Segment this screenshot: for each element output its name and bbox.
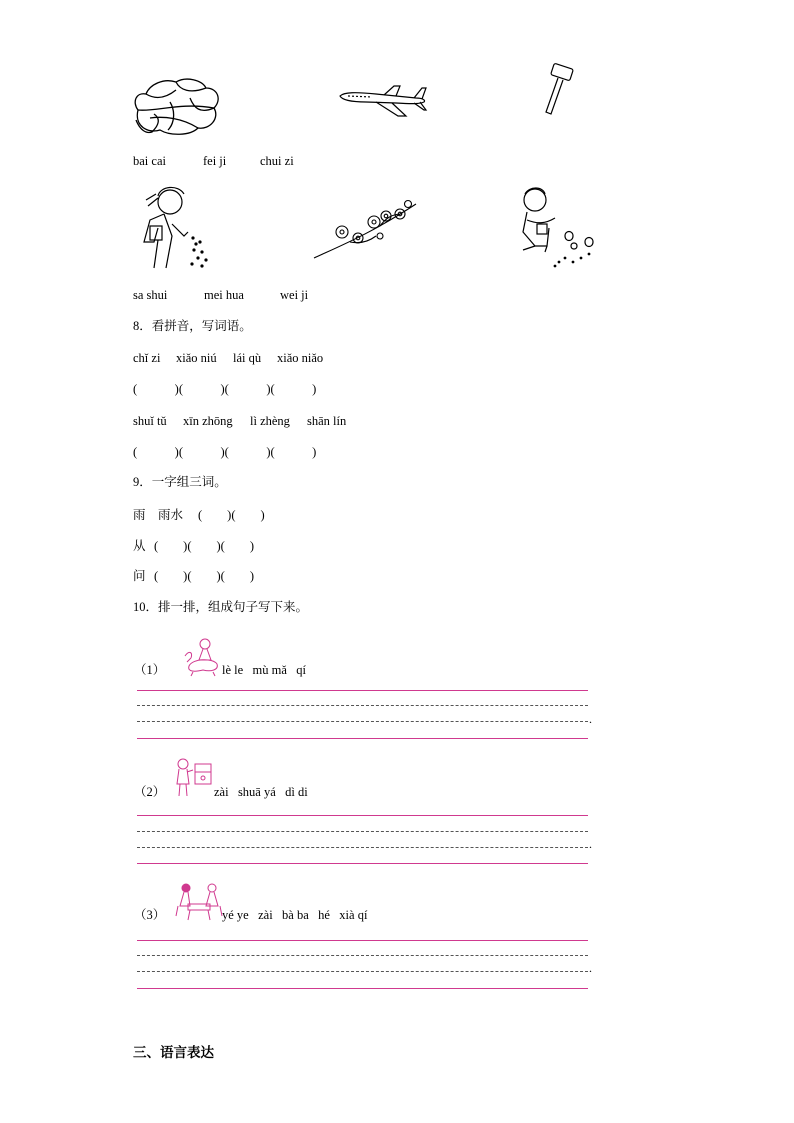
q8-pinyin-2: xiǎo niú (176, 351, 217, 365)
q10-item1-line-mid2[interactable] (137, 721, 588, 722)
section3-title: 三、语言表达 (133, 1045, 214, 1061)
q9-blanks-cong[interactable]: ( )( )( ) (154, 539, 254, 553)
kid-riding-horse-picture (183, 636, 223, 678)
q8-pinyin-6: xīn zhōng (183, 414, 233, 428)
q10-item1-number: （1） (134, 663, 166, 677)
cabbage-picture (130, 72, 224, 142)
boy-brushing-teeth-picture (173, 756, 215, 798)
q8-pinyin-5: shuǐ tǔ (133, 414, 167, 428)
q10-item1-line-bottom (137, 738, 588, 739)
q8-answer-brackets-row1[interactable]: ( )( )( )( ) (133, 382, 317, 396)
q10-item3-line-bottom (137, 988, 588, 989)
q7-label-sashui: sa shui (133, 288, 168, 302)
q8-pinyin-7: lì zhèng (250, 414, 290, 428)
q10-item1-period: . (589, 712, 592, 726)
q7-label-chuizi: chui zi (260, 154, 294, 168)
q10-item2-line-bottom (137, 863, 588, 864)
q10-item1-line-mid1[interactable] (137, 705, 588, 706)
q9-char-wen: 问 (133, 569, 146, 583)
q8-pinyin-4: xiǎo niǎo (277, 351, 324, 365)
q7-label-meihua: mei hua (204, 288, 244, 302)
q8-pinyin-1: chǐ zi (133, 351, 161, 365)
q10-item2-number: （2） (134, 785, 166, 799)
q8-pinyin-3: lái qù (233, 351, 262, 365)
grandpa-and-dad-chess-picture (174, 880, 224, 922)
q10-item3-period: . (589, 961, 592, 975)
plum-blossom-picture (310, 196, 420, 262)
q10-item2-period: . (589, 837, 592, 851)
q10-item1-words: lè le mù mǎ qí (222, 663, 307, 677)
q10-item2-words: zài shuā yá dì di (214, 785, 308, 799)
q9-char-yu: 雨 (133, 508, 146, 522)
q8-answer-brackets-row2[interactable]: ( )( )( )( ) (133, 445, 317, 459)
q10-item1-line-top (137, 690, 588, 691)
q9-title: 9．一字组三词。 (133, 475, 227, 489)
q10-item3-line-mid1[interactable] (137, 955, 588, 956)
q9-blanks-wen[interactable]: ( )( )( ) (154, 569, 254, 583)
q10-title: 10．排一排，组成句子写下来。 (133, 600, 309, 614)
q8-pinyin-8: shān lín (307, 414, 347, 428)
q10-item3-words: yé ye zài bà ba hé xià qí (222, 908, 368, 922)
q10-item3-line-top (137, 940, 588, 941)
q7-label-baicai: bai cai (133, 154, 166, 168)
q7-label-feiji: fei ji (203, 154, 227, 168)
q10-item3-line-mid2[interactable] (137, 971, 588, 972)
q10-item2-line-mid1[interactable] (137, 831, 588, 832)
q9-blanks-yu[interactable]: ( )( ) (198, 508, 265, 522)
hammer-picture (532, 62, 582, 122)
q7-label-weiji: wei ji (280, 288, 309, 302)
airplane-picture (336, 82, 428, 122)
girl-watering-picture (128, 180, 218, 272)
boy-feeding-chicks-picture (515, 184, 607, 270)
q8-title: 8．看拼音，写词语。 (133, 319, 252, 333)
q10-item3-number: （3） (134, 908, 166, 922)
q9-char-cong: 从 (133, 539, 146, 553)
q9-example-yushui: 雨水 (158, 508, 184, 522)
q10-item2-line-top (137, 815, 588, 816)
q10-item2-line-mid2[interactable] (137, 847, 588, 848)
